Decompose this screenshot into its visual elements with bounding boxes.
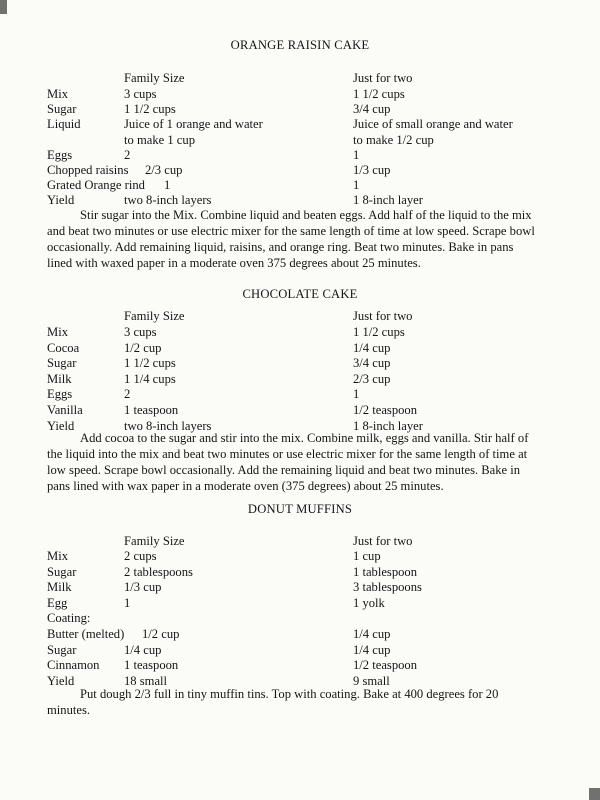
ingredient-name: Mix xyxy=(47,549,68,563)
column-header-family: Family Size xyxy=(124,534,185,548)
family-size-value: two 8-inch layers xyxy=(124,418,212,433)
scan-artifact xyxy=(0,0,7,14)
ingredient-name: Yield xyxy=(47,193,75,208)
column-header-family: Family Size xyxy=(124,309,185,323)
family-size-value: 1 1/2 cups xyxy=(124,356,176,371)
ingredient-name: Eggs xyxy=(47,387,73,402)
column-header-two: Just for two xyxy=(353,309,413,323)
directions-line: occasionally. Add remaining liquid, raisins, and orange ring. Beat two minutes. Bake in pans xyxy=(47,240,514,254)
just-for-two-value: 1 8-inch layer xyxy=(353,418,423,433)
ingredient-name: Egg xyxy=(47,595,68,610)
family-size-value: 1/2 cup xyxy=(124,340,162,355)
directions-line: low speed. Scrape bowl occasionally. Add the remaining liquid and beat two minutes. Bake in xyxy=(47,463,521,477)
ingredient-name: Sugar xyxy=(47,356,77,371)
ingredient-name: Milk xyxy=(47,580,72,595)
just-for-two-value: 1 1/2 cups xyxy=(353,87,405,101)
just-for-two-value: Juice of small orange and water xyxy=(353,117,513,132)
directions-line: Add cocoa to the sugar and stir into the mix. Combine milk, eggs and vanilla. Stir half of xyxy=(80,431,529,445)
family-size-value: 1 xyxy=(124,595,131,610)
ingredient-name: Vanilla xyxy=(47,403,83,417)
ingredient-name: Mix xyxy=(47,325,68,339)
directions-line: lined with waxed paper in a moderate oven 375 degrees about 25 minutes. xyxy=(47,256,421,270)
just-for-two-value: 3 tablespoons xyxy=(353,580,422,595)
just-for-two-value: 1 xyxy=(353,147,360,162)
just-for-two-value: 3/4 cup xyxy=(353,102,391,117)
ingredient-name: Yield xyxy=(47,673,75,688)
just-for-two-value: 1 yolk xyxy=(353,595,385,610)
ingredient-name: Sugar xyxy=(47,102,77,117)
ingredient-name: Liquid xyxy=(47,117,81,132)
directions-line: pans lined with wax paper in a moderate oven (375 degrees) about 25 minutes. xyxy=(47,479,444,493)
ingredient-name: Mix xyxy=(47,87,68,101)
just-for-two-value: 1/4 cup xyxy=(353,340,391,355)
just-for-two-value: to make 1/2 cup xyxy=(353,132,434,147)
just-for-two-value: 3/4 cup xyxy=(353,356,391,371)
ingredient-name: Yield xyxy=(47,418,75,433)
family-size-value: 1 1/4 cups xyxy=(124,371,176,386)
family-size-value: 1 teaspoon xyxy=(124,403,179,417)
ingredient-name: Milk xyxy=(47,371,72,386)
family-size-value: 2 cups xyxy=(124,549,157,563)
just-for-two-value: 1 cup xyxy=(353,549,381,563)
just-for-two-value: 1 xyxy=(353,387,360,402)
ingredient-name: Coating: xyxy=(47,611,91,626)
family-size-value: 1/4 cup xyxy=(124,642,162,657)
family-size-value: 1 1/2 cups xyxy=(124,102,176,117)
family-size-value: 2 xyxy=(124,147,131,162)
family-size-value: two 8-inch layers xyxy=(124,193,212,208)
column-header-two: Just for two xyxy=(353,534,413,548)
just-for-two-value: 1 1/2 cups xyxy=(353,325,405,339)
just-for-two-value: 9 small xyxy=(353,673,390,688)
ingredient-name: Cinnamon xyxy=(47,658,100,673)
ingredient-name: Cocoa xyxy=(47,340,80,355)
scan-artifact xyxy=(589,788,600,800)
ingredient-name: Sugar xyxy=(47,642,77,657)
ingredient-name: Chopped raisins xyxy=(47,163,129,177)
recipe-title: DONUT MUFFINS xyxy=(247,502,353,516)
directions-line: Put dough 2/3 full in tiny muffin tins. Top with coating. Bake at 400 degrees for 20 xyxy=(80,687,499,701)
ingredient-name: Butter (melted) xyxy=(47,627,125,641)
just-for-two-value: 1/4 cup xyxy=(353,627,391,641)
family-size-value: 1/2 cup xyxy=(142,627,180,641)
just-for-two-value: 1 tablespoon xyxy=(353,564,418,579)
family-size-value: 1 teaspoon xyxy=(124,658,179,673)
family-size-value: 18 small xyxy=(124,673,168,688)
directions-line: and beat two minutes or use electric mixer for the same length of time at low speed. Scrape bowl xyxy=(47,224,535,238)
column-header-family: Family Size xyxy=(124,71,185,85)
recipe-title: ORANGE RAISIN CAKE xyxy=(230,38,370,52)
family-size-value: Juice of 1 orange and water xyxy=(124,117,263,132)
ingredient-name: Grated Orange rind xyxy=(47,178,145,193)
just-for-two-value: 1 xyxy=(353,178,360,193)
family-size-value: 1 xyxy=(164,178,171,193)
column-header-two: Just for two xyxy=(353,71,413,85)
family-size-value: to make 1 cup xyxy=(124,132,195,147)
directions-line: minutes. xyxy=(47,703,91,717)
just-for-two-value: 1/2 teaspoon xyxy=(353,658,418,673)
family-size-value: 2 xyxy=(124,387,131,402)
directions-line: the liquid into the mix and beat two minutes or use electric mixer for the same length of time at xyxy=(47,447,528,461)
family-size-value: 2 tablespoons xyxy=(124,564,193,579)
recipe-title: CHOCOLATE CAKE xyxy=(242,287,358,301)
family-size-value: 2/3 cup xyxy=(145,163,183,177)
family-size-value: 3 cups xyxy=(124,325,157,339)
family-size-value: 1/3 cup xyxy=(124,580,162,595)
ingredient-name: Eggs xyxy=(47,147,73,162)
just-for-two-value: 1 8-inch layer xyxy=(353,193,423,208)
family-size-value: 3 cups xyxy=(124,87,157,101)
ingredient-name: Sugar xyxy=(47,564,77,579)
just-for-two-value: 2/3 cup xyxy=(353,371,391,386)
directions-line: Stir sugar into the Mix. Combine liquid and beaten eggs. Add half of the liquid to the mix xyxy=(80,208,532,222)
just-for-two-value: 1/2 teaspoon xyxy=(353,403,418,417)
just-for-two-value: 1/3 cup xyxy=(353,163,391,177)
just-for-two-value: 1/4 cup xyxy=(353,642,391,657)
